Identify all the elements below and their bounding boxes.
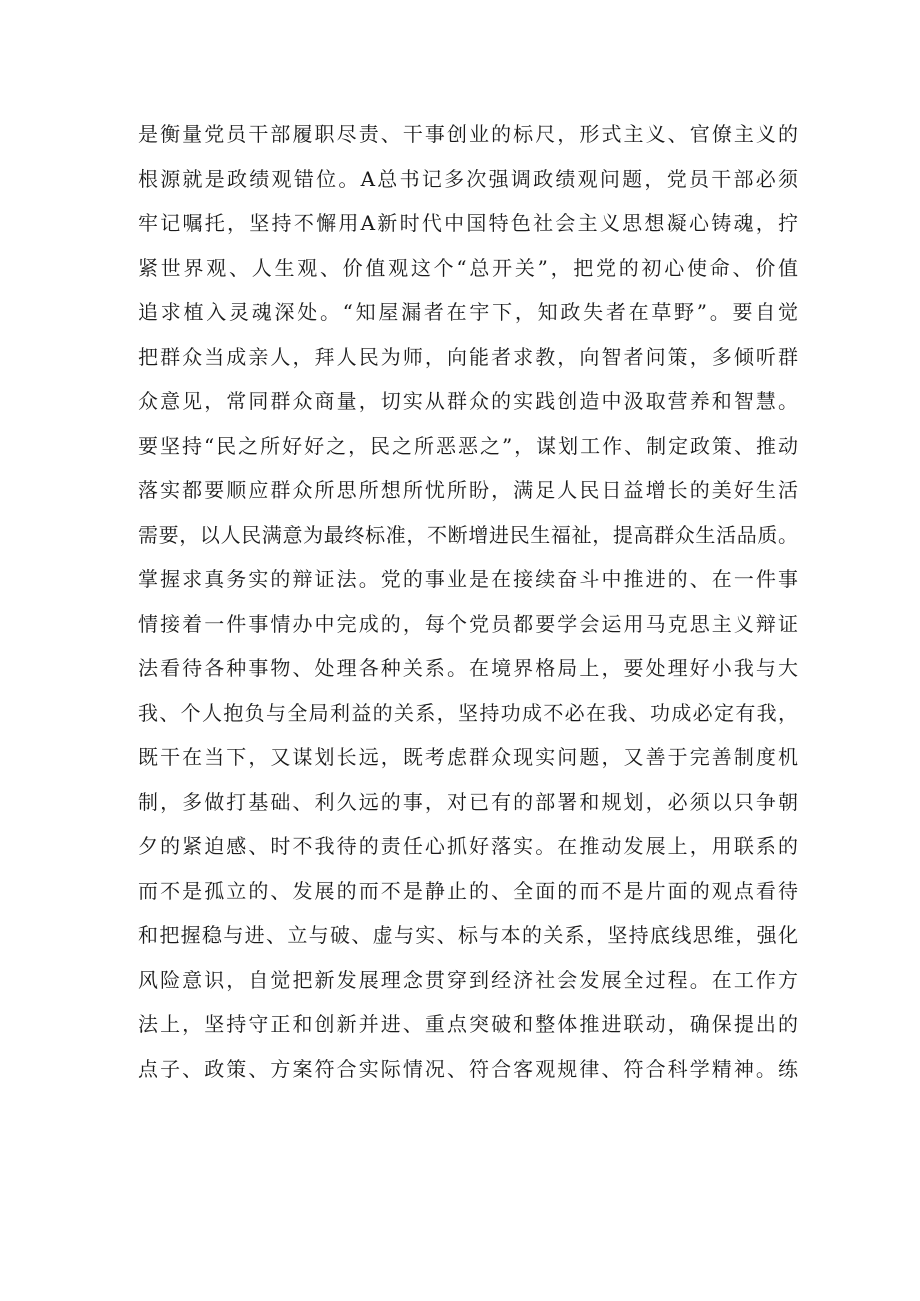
text-line: 根源就是政绩观错位。A总书记多次强调政绩观问题，党员干部必须 bbox=[138, 166, 798, 191]
text-line: 是衡量党员干部履职尽责、干事创业的标尺，形式主义、官僚主义的 bbox=[138, 122, 798, 146]
text-line: 而不是孤立的、发展的而不是静止的、全面的而不是片面的观点看待 bbox=[138, 878, 798, 903]
text-line: 牢记嘱托，坚持不懈用A新时代中国特色社会主义思想凝心铸魂，拧 bbox=[138, 211, 798, 235]
text-line: 追求植入灵魂深处。“知屋漏者在宇下，知政失者在草野”。要自觉 bbox=[138, 300, 798, 324]
text-line: 掌握求真务实的辩证法。党的事业是在接续奋斗中推进的、在一件事 bbox=[138, 567, 798, 591]
text-line: 要坚持“民之所好好之，民之所恶恶之”，谋划工作、制定政策、推动 bbox=[138, 433, 798, 458]
text-line: 紧世界观、人生观、价值观这个“总开关”，把党的初心使命、价值 bbox=[138, 255, 798, 280]
body-text bbox=[138, 112, 798, 1091]
text-line: 风险意识，自觉把新发展理念贯穿到经济社会发展全过程。在工作方 bbox=[138, 967, 798, 992]
text-line: 需要，以人民满意为最终标准，不断增进民生福祉，提高群众生活品质。 bbox=[138, 522, 798, 547]
text-line: 法上，坚持守正和创新并进、重点突破和整体推进联动，确保提出的 bbox=[138, 1012, 798, 1036]
text-line: 把群众当成亲人，拜人民为师，向能者求教，向智者问策，多倾听群 bbox=[138, 344, 798, 369]
text-line: 制，多做打基础、利久远的事，对已有的部署和规划，必须以只争朝 bbox=[138, 789, 798, 814]
text-line: 既干在当下，又谋划长远，既考虑群众现实问题，又善于完善制度机 bbox=[138, 745, 798, 769]
text-line: 情接着一件事情办中完成的，每个党员都要学会运用马克思主义辩证 bbox=[138, 611, 798, 636]
text-line: 点子、政策、方案符合实际情况、符合客观规律、符合科学精神。练 bbox=[138, 1056, 798, 1081]
text-line: 夕的紧迫感、时不我待的责任心抓好落实。在推动发展上，用联系的 bbox=[138, 834, 798, 858]
text-line: 众意见，常同群众商量，切实从群众的实践创造中汲取营养和智慧。 bbox=[138, 389, 798, 413]
text-line: 和把握稳与进、立与破、虚与实、标与本的关系，坚持底线思维，强化 bbox=[138, 923, 798, 947]
text-line: 落实都要顺应群众所思所想所忧所盼，满足人民日益增长的美好生活 bbox=[138, 478, 798, 502]
text-line: 我、个人抱负与全局利益的关系，坚持功成不必在我、功成必定有我， bbox=[138, 700, 798, 725]
text-line: 法看待各种事物、处理各种关系。在境界格局上，要处理好小我与大 bbox=[138, 656, 798, 680]
